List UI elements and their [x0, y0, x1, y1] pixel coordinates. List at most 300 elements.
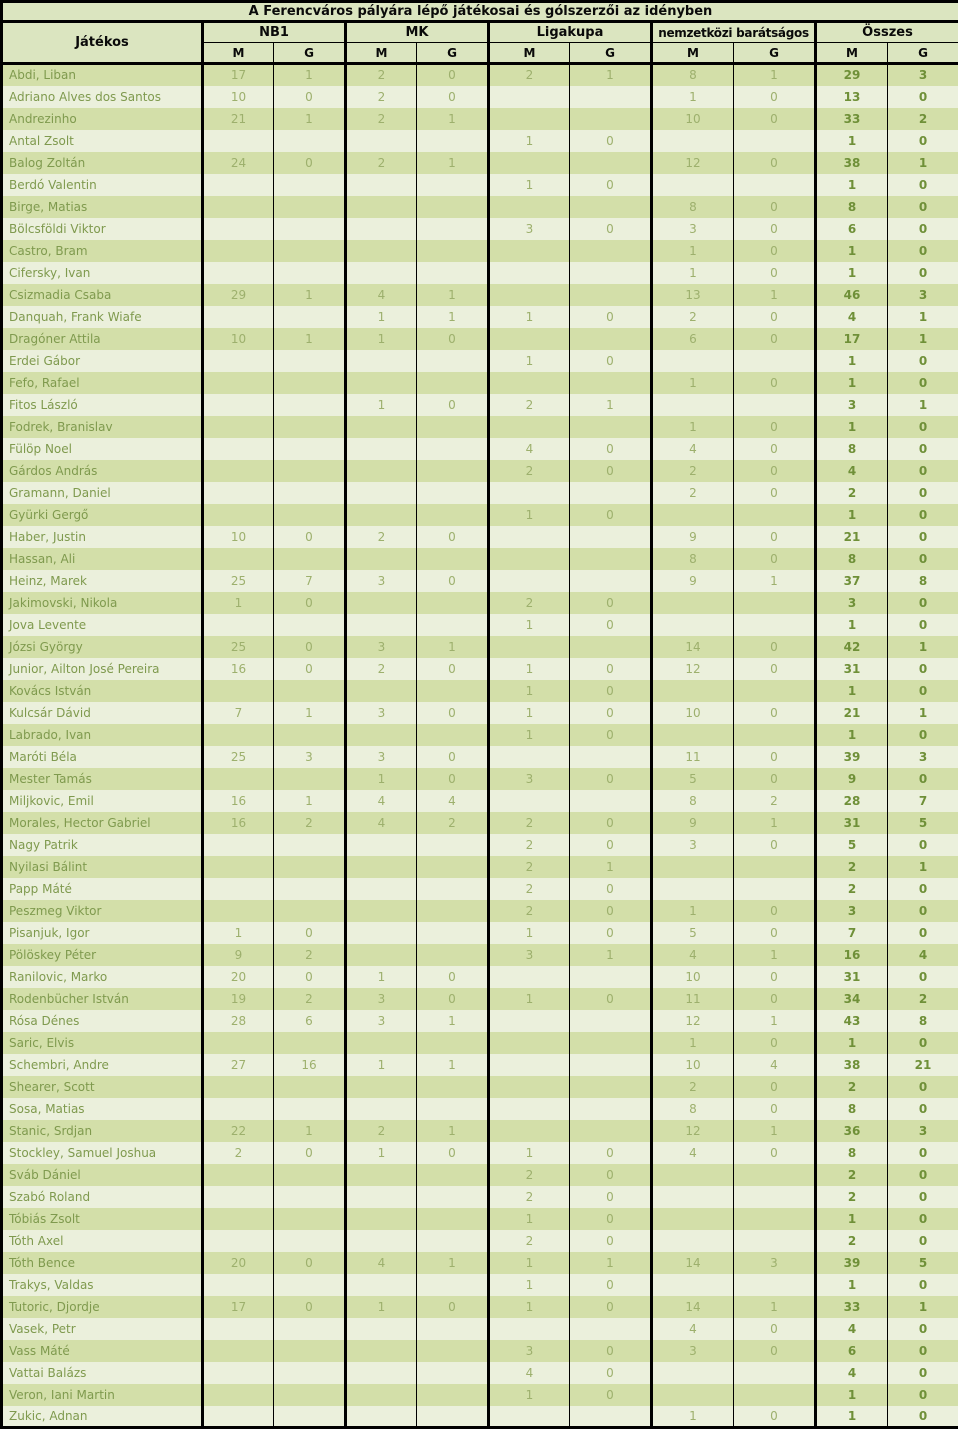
player-name-cell: Tóbiás Zsolt [2, 1208, 203, 1230]
stat-cell [570, 416, 652, 438]
stat-cell: 0 [417, 1142, 489, 1164]
stat-cell [652, 394, 734, 416]
total-stat-cell: 1 [816, 174, 888, 196]
player-name-cell: Kovács István [2, 680, 203, 702]
stat-cell: 0 [734, 1032, 816, 1054]
player-name-cell: Antal Zsolt [2, 130, 203, 152]
stat-cell: 0 [570, 1362, 652, 1384]
total-stat-cell: 0 [888, 1384, 958, 1406]
player-name-cell: Cifersky, Ivan [2, 262, 203, 284]
stat-cell [346, 372, 417, 394]
total-stat-cell: 2 [888, 108, 958, 130]
stat-cell: 1 [734, 1120, 816, 1142]
stat-cell: 1 [489, 1296, 570, 1318]
player-name-cell: Rodenbücher István [2, 988, 203, 1010]
table-row [2, 152, 958, 174]
stat-cell [652, 680, 734, 702]
total-stat-cell: 5 [816, 834, 888, 856]
stat-cell [274, 1098, 346, 1120]
total-stat-cell: 6 [816, 218, 888, 240]
stat-cell: 10 [203, 328, 274, 350]
stat-cell [203, 1032, 274, 1054]
player-name-cell: Berdó Valentin [2, 174, 203, 196]
stat-cell [417, 130, 489, 152]
stat-cell: 22 [203, 1120, 274, 1142]
player-name-cell: Tóth Axel [2, 1230, 203, 1252]
total-stat-cell: 2 [888, 988, 958, 1010]
stat-cell: 0 [417, 64, 489, 86]
table-row [2, 680, 958, 702]
player-name-cell: Papp Máté [2, 878, 203, 900]
total-stat-cell: 5 [888, 1252, 958, 1274]
stat-cell: 1 [489, 1252, 570, 1274]
stat-cell [203, 262, 274, 284]
stat-cell: 0 [734, 768, 816, 790]
stat-cell: 0 [734, 834, 816, 856]
stat-cell [203, 196, 274, 218]
stat-cell [203, 878, 274, 900]
stat-cell [652, 1362, 734, 1384]
total-stat-cell: 0 [888, 1076, 958, 1098]
stat-cell: 0 [570, 768, 652, 790]
stat-cell [734, 394, 816, 416]
player-name-cell: Jova Levente [2, 614, 203, 636]
stat-cell: 0 [734, 1340, 816, 1362]
stat-cell: 0 [570, 1384, 652, 1406]
stat-cell [652, 592, 734, 614]
stat-cell: 0 [734, 438, 816, 460]
stat-cell: 4 [652, 438, 734, 460]
total-stat-cell: 1 [816, 1406, 888, 1428]
column-header-mk: MK [346, 22, 489, 43]
stat-cell: 4 [489, 438, 570, 460]
table-row [2, 790, 958, 812]
stat-cell: 1 [417, 1120, 489, 1142]
total-stat-cell: 2 [816, 856, 888, 878]
player-name-cell: Mester Tamás [2, 768, 203, 790]
stat-cell [203, 218, 274, 240]
stat-cell [274, 878, 346, 900]
table-row [2, 922, 958, 944]
stat-cell [417, 1230, 489, 1252]
table-row [2, 592, 958, 614]
stat-cell: 0 [417, 394, 489, 416]
player-name-cell: Ranilovic, Marko [2, 966, 203, 988]
stat-cell [203, 1340, 274, 1362]
stat-cell [489, 1120, 570, 1142]
stat-cell: 0 [570, 1230, 652, 1252]
stat-cell [346, 130, 417, 152]
stat-cell: 1 [203, 922, 274, 944]
stat-cell: 0 [734, 306, 816, 328]
stat-cell [417, 196, 489, 218]
stat-cell: 1 [489, 658, 570, 680]
table-row [2, 724, 958, 746]
stat-cell: 0 [734, 636, 816, 658]
stat-cell: 2 [489, 64, 570, 86]
total-stat-cell: 1 [816, 372, 888, 394]
stat-cell: 8 [652, 548, 734, 570]
stat-cell: 1 [417, 284, 489, 306]
stat-cell: 2 [203, 1142, 274, 1164]
stat-cell [203, 1230, 274, 1252]
player-name-cell: Zukic, Adnan [2, 1406, 203, 1428]
stat-cell: 0 [274, 1142, 346, 1164]
stat-cell: 0 [274, 526, 346, 548]
stat-cell [346, 1076, 417, 1098]
total-stat-cell: 3 [888, 64, 958, 86]
stat-cell [570, 482, 652, 504]
stat-cell: 0 [417, 658, 489, 680]
total-stat-cell: 1 [816, 130, 888, 152]
stat-cell: 3 [652, 1340, 734, 1362]
stat-cell: 21 [203, 108, 274, 130]
stat-cell [489, 1076, 570, 1098]
stat-cell: 2 [346, 108, 417, 130]
stat-cell [570, 1318, 652, 1340]
stat-cell [346, 724, 417, 746]
stat-cell [652, 1274, 734, 1296]
stat-cell: 0 [570, 614, 652, 636]
stat-cell [203, 680, 274, 702]
stat-cell [734, 130, 816, 152]
stat-cell: 12 [652, 152, 734, 174]
table-row [2, 196, 958, 218]
stat-cell: 1 [417, 1054, 489, 1076]
stat-cell [203, 548, 274, 570]
player-name-cell: Maróti Béla [2, 746, 203, 768]
stat-cell [570, 240, 652, 262]
stat-cell: 1 [652, 1406, 734, 1428]
stat-cell: 1 [417, 108, 489, 130]
stat-cell [346, 416, 417, 438]
stat-cell [417, 482, 489, 504]
stat-cell: 1 [489, 988, 570, 1010]
total-stat-cell: 31 [816, 966, 888, 988]
stat-cell: 13 [652, 284, 734, 306]
stat-cell: 24 [203, 152, 274, 174]
stat-cell [652, 174, 734, 196]
stat-cell [734, 1230, 816, 1252]
stat-cell: 0 [734, 416, 816, 438]
stat-cell: 1 [734, 944, 816, 966]
stat-cell: 2 [489, 878, 570, 900]
stat-cell: 4 [489, 1362, 570, 1384]
stat-cell: 9 [652, 570, 734, 592]
stat-cell [652, 1208, 734, 1230]
stat-cell: 4 [734, 1054, 816, 1076]
player-name-cell: Veron, Iani Martin [2, 1384, 203, 1406]
total-stat-cell: 0 [888, 614, 958, 636]
stat-cell: 2 [489, 394, 570, 416]
player-name-cell: Fodrek, Branislav [2, 416, 203, 438]
total-stat-cell: 0 [888, 1340, 958, 1362]
stat-cell: 1 [734, 1010, 816, 1032]
stat-cell [652, 1384, 734, 1406]
stat-cell: 2 [274, 812, 346, 834]
table-row [2, 526, 958, 548]
total-stat-cell: 31 [816, 812, 888, 834]
stat-cell: 0 [734, 372, 816, 394]
stat-cell [570, 526, 652, 548]
stat-cell [734, 504, 816, 526]
table-row [2, 1032, 958, 1054]
stat-cell: 16 [203, 790, 274, 812]
stat-cell: 0 [734, 1318, 816, 1340]
table-row [2, 372, 958, 394]
stat-cell [346, 1274, 417, 1296]
stat-cell: 4 [652, 1318, 734, 1340]
stat-cell: 10 [652, 966, 734, 988]
stat-cell [346, 592, 417, 614]
subheader-mk-g: G [417, 43, 489, 64]
stat-cell: 0 [417, 570, 489, 592]
stat-cell: 0 [417, 526, 489, 548]
total-stat-cell: 21 [888, 1054, 958, 1076]
stat-cell: 5 [652, 922, 734, 944]
total-stat-cell: 1 [888, 394, 958, 416]
total-stat-cell: 4 [816, 1318, 888, 1340]
stat-cell [489, 1406, 570, 1428]
stat-cell: 0 [570, 174, 652, 196]
stat-cell: 2 [346, 86, 417, 108]
stat-cell: 16 [203, 812, 274, 834]
stat-cell: 7 [274, 570, 346, 592]
stat-cell [274, 416, 346, 438]
stat-cell: 25 [203, 746, 274, 768]
table-row [2, 614, 958, 636]
stat-cell: 3 [489, 768, 570, 790]
stat-cell [274, 174, 346, 196]
stat-cell: 0 [570, 724, 652, 746]
stat-cell [417, 218, 489, 240]
player-name-cell: Heinz, Marek [2, 570, 203, 592]
stat-cell [489, 86, 570, 108]
stat-cell: 0 [734, 218, 816, 240]
stat-cell: 3 [346, 988, 417, 1010]
total-stat-cell: 1 [816, 1274, 888, 1296]
stat-cell: 0 [274, 152, 346, 174]
stat-cell [417, 1384, 489, 1406]
stat-cell [417, 724, 489, 746]
stat-cell: 3 [489, 1340, 570, 1362]
stat-cell: 6 [274, 1010, 346, 1032]
stat-cell: 3 [346, 1010, 417, 1032]
stat-cell [489, 1010, 570, 1032]
stat-cell: 1 [489, 306, 570, 328]
total-stat-cell: 31 [816, 658, 888, 680]
stat-cell: 3 [652, 834, 734, 856]
stat-cell: 0 [734, 460, 816, 482]
stat-cell [203, 240, 274, 262]
total-stat-cell: 4 [888, 944, 958, 966]
total-stat-cell: 1 [816, 680, 888, 702]
stat-cell [346, 482, 417, 504]
stat-cell: 1 [489, 504, 570, 526]
stat-cell [570, 1032, 652, 1054]
total-stat-cell: 3 [816, 900, 888, 922]
total-stat-cell: 21 [816, 526, 888, 548]
stat-cell: 0 [734, 966, 816, 988]
stat-cell [734, 614, 816, 636]
stat-cell: 0 [570, 218, 652, 240]
total-stat-cell: 0 [888, 174, 958, 196]
stat-cell [346, 1362, 417, 1384]
player-name-cell: Dragóner Attila [2, 328, 203, 350]
stat-cell: 0 [570, 592, 652, 614]
stat-cell [570, 372, 652, 394]
stat-cell: 0 [734, 262, 816, 284]
stat-cell: 1 [346, 768, 417, 790]
player-name-cell: Abdi, Liban [2, 64, 203, 86]
player-name-cell: Fülöp Noel [2, 438, 203, 460]
stat-cell [489, 108, 570, 130]
stat-cell [652, 1230, 734, 1252]
stat-cell [570, 328, 652, 350]
stat-cell [570, 262, 652, 284]
stat-cell: 2 [346, 64, 417, 86]
stat-cell [203, 438, 274, 460]
player-name-cell: Nyilasi Bálint [2, 856, 203, 878]
stat-cell: 14 [652, 1296, 734, 1318]
total-stat-cell: 16 [816, 944, 888, 966]
total-stat-cell: 0 [888, 1142, 958, 1164]
stat-cell [489, 328, 570, 350]
player-name-cell: Trakys, Valdas [2, 1274, 203, 1296]
total-stat-cell: 42 [816, 636, 888, 658]
stat-cell [734, 680, 816, 702]
total-stat-cell: 1 [816, 262, 888, 284]
stat-cell: 16 [274, 1054, 346, 1076]
stat-cell: 0 [734, 1076, 816, 1098]
stat-cell [489, 152, 570, 174]
column-header-nb1: NB1 [203, 22, 346, 43]
total-stat-cell: 2 [816, 878, 888, 900]
player-name-cell: Vass Máté [2, 1340, 203, 1362]
total-stat-cell: 43 [816, 1010, 888, 1032]
stat-cell: 3 [346, 702, 417, 724]
stat-cell [417, 592, 489, 614]
total-stat-cell: 0 [888, 834, 958, 856]
player-name-cell: Fitos László [2, 394, 203, 416]
stat-cell [417, 680, 489, 702]
stat-cell: 1 [489, 174, 570, 196]
stat-cell [489, 1054, 570, 1076]
stat-cell: 2 [274, 988, 346, 1010]
table-row [2, 1010, 958, 1032]
stat-cell [489, 284, 570, 306]
stat-cell [734, 1384, 816, 1406]
total-stat-cell: 4 [816, 306, 888, 328]
stat-cell: 1 [489, 922, 570, 944]
subheader-nb1-g: G [274, 43, 346, 64]
stat-cell [274, 262, 346, 284]
stat-cell [346, 438, 417, 460]
subheader-nb1-m: M [203, 43, 274, 64]
stat-cell: 0 [734, 1142, 816, 1164]
stat-cell: 1 [346, 966, 417, 988]
subheader-total-g: G [888, 43, 958, 64]
total-stat-cell: 0 [888, 196, 958, 218]
total-stat-cell: 2 [816, 1230, 888, 1252]
stat-cell [489, 482, 570, 504]
stat-cell: 1 [417, 152, 489, 174]
stat-cell: 1 [346, 1296, 417, 1318]
stat-cell [203, 1362, 274, 1384]
stat-cell: 4 [346, 790, 417, 812]
subheader-total-m: M [816, 43, 888, 64]
stat-cell [489, 1098, 570, 1120]
total-stat-cell: 1 [888, 856, 958, 878]
stat-cell: 1 [274, 702, 346, 724]
total-stat-cell: 1 [816, 504, 888, 526]
stat-cell [417, 900, 489, 922]
total-stat-cell: 0 [888, 680, 958, 702]
stat-cell: 2 [346, 152, 417, 174]
stat-cell: 1 [570, 1252, 652, 1274]
stat-cell [203, 174, 274, 196]
player-name-cell: Gárdos András [2, 460, 203, 482]
stat-cell: 1 [570, 64, 652, 86]
stat-cell: 25 [203, 570, 274, 592]
stat-cell [274, 218, 346, 240]
total-stat-cell: 0 [888, 966, 958, 988]
stat-cell: 0 [734, 988, 816, 1010]
stat-cell [203, 900, 274, 922]
table-row [2, 746, 958, 768]
stat-cell [652, 1164, 734, 1186]
stat-cell [734, 174, 816, 196]
table-row [2, 284, 958, 306]
stat-cell [346, 240, 417, 262]
stat-cell: 8 [652, 790, 734, 812]
stat-cell [346, 350, 417, 372]
stat-cell: 2 [652, 306, 734, 328]
stat-cell: 0 [570, 1274, 652, 1296]
stat-cell: 11 [652, 988, 734, 1010]
stat-cell [346, 504, 417, 526]
table-row [2, 1362, 958, 1384]
players-tbody [2, 64, 958, 1428]
table-row [2, 218, 958, 240]
stat-cell: 10 [652, 108, 734, 130]
total-stat-cell: 0 [888, 724, 958, 746]
stat-cell [489, 526, 570, 548]
stat-cell: 0 [734, 108, 816, 130]
stat-cell [274, 240, 346, 262]
subheader-mk-m: M [346, 43, 417, 64]
stat-cell [274, 1340, 346, 1362]
player-name-cell: Vasek, Petr [2, 1318, 203, 1340]
stat-cell [489, 790, 570, 812]
stat-cell: 8 [652, 196, 734, 218]
stat-cell [489, 1318, 570, 1340]
stat-cell [274, 1186, 346, 1208]
stat-cell [570, 1406, 652, 1428]
total-stat-cell: 21 [816, 702, 888, 724]
table-row [2, 1120, 958, 1142]
stat-cell [570, 284, 652, 306]
stat-cell: 0 [570, 812, 652, 834]
stat-cell: 0 [274, 86, 346, 108]
stat-cell [274, 460, 346, 482]
stat-cell: 2 [489, 900, 570, 922]
stat-cell: 0 [417, 86, 489, 108]
table-row [2, 900, 958, 922]
stat-cell: 0 [417, 988, 489, 1010]
stat-cell [203, 768, 274, 790]
total-stat-cell: 34 [816, 988, 888, 1010]
